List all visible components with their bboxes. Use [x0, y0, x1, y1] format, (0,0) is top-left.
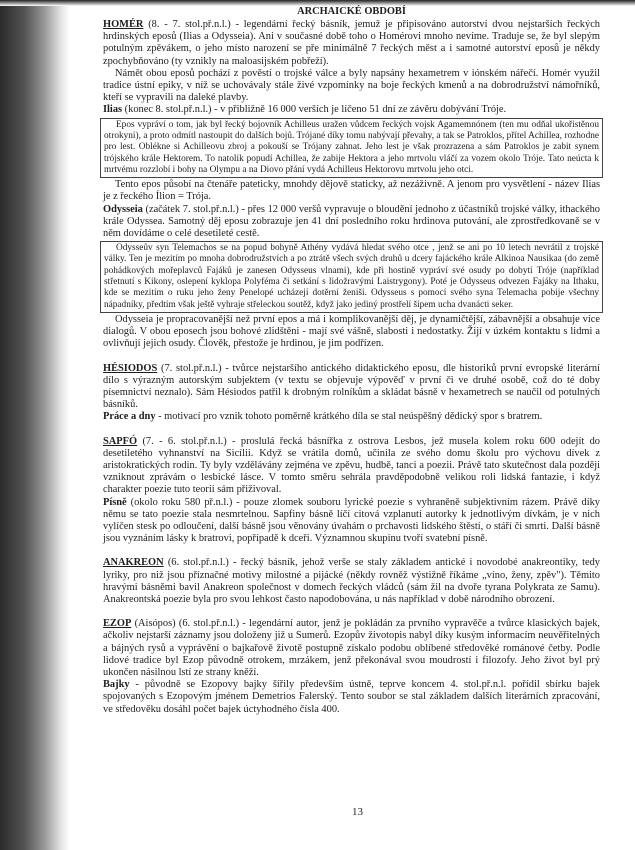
author-name: EZOP — [103, 618, 132, 630]
section-sapfo: SAPFÓ (7. - 6. stol.př.n.l.) - proslulá řecká básnířka z ostrova Lesbos, jež musela kolem roku 600 odejít do desetiletého vyhnanství na Sicílii. Když se vrátila domů, učinila ze svého domu školu pro výchovu dívek z aristokratických rodin. Ty byly vzdělávány zejména ve zpěvu, hudbě, tanci a poezii. Právě tato skutečnost dala později vzniknout zprávám o lesbické lásce. V tomto směru sehrála pravděpodobně velikou roli lidská fantazie, i když charakter poezie tuto teorii sám přiživoval. Písně (okolo roku 580 př.n.l.) - pouze zlomek souboru lyrické poezie s vyhraněně subjektivním rázem. Právě díky němu se tato poezie stala nesmrtelnou. Sapfiny básně líčí citová vzplanutí autorky k jednotlivým dívkám, je v nich vylíčen stesk po odloučení, další básně jsou věnovány úvahám o prchavosti lidského štěstí, o stáří či smrti. Další básně jsou vyznáním lásky k bratrovi, popřípadě k dceři. Významnou skupinu tvoří svatební písně. — [103, 435, 600, 545]
section-ezop: EZOP (Aisópos) (6. stol.př.n.l.) - legendární autor, jenž je pokládán za prvního vypravěče a tvůrce klasických bajek, ačkoliv nejstarší záznamy jsou doloženy již u Sumerů. Ezopův životopis nabyl díky kusým informacím neuvěřitelných a bájných rysů a vyprávění o bajkařově životě postupně získalo podobu oblíbené středověké románové četby. Podle lidové tradice byl Ezop původně otrokem, mrzákem, jenž překonával svou moudrostí i filozofy. Jeho život byl prý ukončen násilnou lstí ze strany kněží. Bajky - původně se Ezopovy bajky šířily především ústně, teprve koncem 4. stol.př.n.l. pořídil sbírku bajek spojovaných s Ezopovým jménem Demetrios Falerský. Tento soubor se stal základem dalších literárních zpracování, ve středověku dosáhl počet bajek úctyhodného čísla 400. — [103, 618, 600, 715]
odysseia-commentary: Odysseia je propracovanější než první epos a má i komplikovanější děj, je dynamičtější, zábavnější a obsahuje více dialogů. V obou eposech jsou bohové zlidštěni - mají své vášně, slabosti i nedostatky. Žijí v úzkém kontaktu s lidmi a ovlivňují jejich osudy. Člověk, přestože je hrdinou, je jim podřízen. — [103, 313, 600, 350]
ilias-summary-box: Epos vypráví o tom, jak byl řecký bojovník Achilleus uražen vůdcem řeckých vojsk Agamemnónem (ten mu odňal ukořistěnou otrokyni), a proto odmítl nastoupit do dalších bojů. Trójané díky tomu nabývají převahy, a tak se Patroklos, přítel Achillea, rozhodne pro lest. Oblékne si Achilleovu zbroj a pokouší se Trójany zahnat. Jeho lest je však prozrazena a sám Patroklos je zabit synem trójského krále Hektorem. To natolik popudí Achillea, že zabije Hektora a jeho mrtvolu vláčí za vozem okolo Tróje. Tato neúcta k mrtvému rozzlobí i bohy na Olympu a na Diovo přání vydá Achilleus Hektorovu mrtvolu jeho otci. — [100, 118, 603, 178]
section-hesiodos: HÉSIODOS (7. stol.př.n.l.) - tvůrce nejstaršího antického didaktického eposu, dle historiků první evropské literární dílo s výrazným autorským subjektem (v textu se objevuje výpověď v první či ve druhé osobě, což do té doby písemnictví neznalo). Sám Hésiodos patřil k drobným rolníkům a skládat básně v hexametrech se naučil od potulných básníků. Práce a dny - motivací pro vznik tohoto poměrně krátkého díla se stal neúspěšný dědický spor s bratrem. — [103, 362, 600, 423]
odysseia-summary-box: Odysseův syn Telemachos se na popud bohyně Athény vydává hledat svého otce , jenž se ani po 10 letech nevrátil z trojské války. Ten je mezitím po mnoha dobrodružstvích a po ztrátě všech svých druhů u dcery fajáckého krále Alkinoa Nausikaa (do země pohádkových mořeplavců Fajáků je zanesen Odysseus vlnami), kde při hostině vypráví své osudy po dobytí Tróje (například střetnutí s Kikony, oslepení kyklopa Polyféma či setkání s lidožravými Laistrygony). Poté je Odysseus odvezen Fajáky na Ithaku, kde se mezitím o ruku jeho ženy Penelopé ucházejí dotěrní ženiši. Odysseus s pomocí svého syna Telemacha pobije všechny nápadníky, předtím však ještě vyhraje střeleckou soutěž, když jako jediný prostřelí šípem ucha dvanácti seker. — [100, 241, 603, 313]
ilias-heading: Ilias (konec 8. stol.př.n.l.) - v přibližně 16 000 verších je líčeno 51 dní ze závěru dobývání Tróje. — [103, 104, 507, 116]
scan-binding-shadow — [0, 0, 70, 850]
homer-intro: HOMÉR (8. - 7. stol.př.n.l.) - legendární řecký básník, jemuž je připisováno autorství dvou nejstarších řeckých hrdinských eposů (Ilias a Odysseia). Ani v současné době toho o Homérovi mnoho nevíme. Traduje se, že byl slepým potulným zpěvákem, o jeho místo narození se pře minimálně 7 řeckých měst a i samotné autorství eposů je někdy zpochybňováno (ty vznikly na maloasijském pobřeží). — [103, 19, 600, 67]
ilias-commentary: Tento epos působí na čtenáře pateticky, mnohdy dějově staticky, až nezáživně. A jenom pro vysvětlení - název Ilias je z řeckého Ílion = Trója. — [103, 179, 600, 203]
work-title: Odysseia — [103, 203, 143, 215]
page-number: 13 — [352, 806, 363, 818]
section-homer — [103, 19, 600, 351]
work-title: Ilias — [103, 104, 123, 116]
document-page — [103, 6, 600, 716]
work-title: Bajky — [103, 679, 130, 691]
page-title: ARCHAICKÉ OBDOBÍ — [297, 6, 406, 17]
author-name: HOMÉR — [103, 19, 144, 30]
section-anakreon: ANAKREON (6. stol.př.n.l.) - řecký básník, jehož verše se staly základem antické i novodobé anakreontiky, tedy lyriky, pro niž jsou příznačné motivy milostné a pijácké (někdy rovněž výstižně říkáme „víno, ženy, zpěv"). Těmito hravými básněmi bavil Anakreon společnost v domech řeckých vládců (sám žil na dvoře tyrana Polykrata ze Samu). Anakreontská poezie byla pro svou lehkost často napodobována, u nás například v době národního obrození. — [103, 557, 600, 605]
homer-paragraph: Námět obou eposů pochází z pověstí o trojské válce a byly napsány hexametrem v iónském nářečí. Homér využil tradice ústní epiky, v níž se uchovávaly stále živé vzpomínky na boje řeckých kmenů a na dobrodružství námořníků, kteří se vypravili na daleké plavby. — [103, 67, 600, 104]
work-title: Práce a dny — [103, 411, 156, 423]
author-name: HÉSIODOS — [103, 362, 158, 374]
work-title: Písně — [103, 496, 127, 508]
author-name: ANAKREON — [103, 557, 164, 569]
author-name: SAPFÓ — [103, 435, 138, 447]
odysseia-heading: Odysseia (začátek 7. stol.př.n.l.) - přes 12 000 veršů vypravuje o bloudění jednoho z účastníků trojské války, ithackého krále Odyssea. Samotný děj eposu zobrazuje jen 41 dní posledního roku hrdinova putování, ale zprostředkovaně se v něm dovídáme o celé desetileté cestě. — [103, 203, 600, 239]
